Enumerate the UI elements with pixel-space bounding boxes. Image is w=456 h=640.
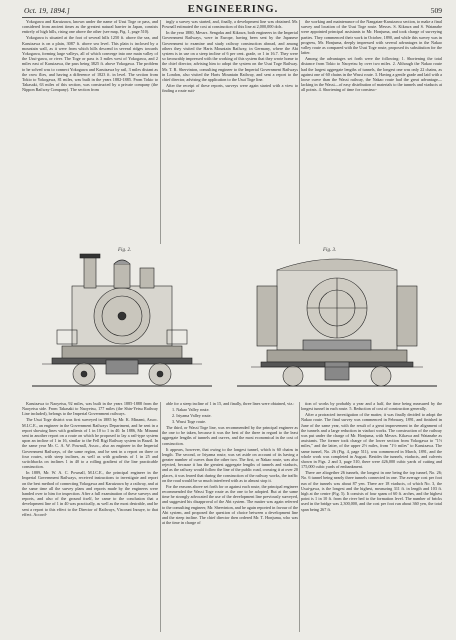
paragraph: The Usui Toge district was first surveyed in 1885 by Mr. K. Minami, Assoc. M.I.C.E., an engineer in the Government Railways Department, and he sent in a report showing lines with gradients of 1 in 10 to 1 in 40. In 1886, Mr. Minami sent in another report on a route on which he proposed to lay a rail-type system upon an incline of 1 in 16, similar to the Fell Rigi Railway system in Brazil. In the same year Mr. C. A. W. Pownall, Assoc., also an engineer in the Imperial Government Railways, of the same region, and he sent in a report on three or four routes, with steep inclines, as well as with gradients of 1 in 25 and switchbacks on inclines 1 in 40 to a rolling gradient of the line practicable construction. [22, 417, 158, 470]
page-header [24, 4, 442, 18]
figure-label-right: Fig. 3. [323, 248, 337, 253]
journal-title: ENGINEERING. [187, 4, 279, 15]
text-column-top-1 [22, 19, 158, 245]
paragraph: ingly a survey was started, and, finally, a development line was obtained. Mr. Pownall estimated the cost at construction of this line at 2,000,000 dols. [162, 19, 298, 30]
paragraph: Karuizawa to Naoyetsu, 92 miles, was built in the years 1885-1888 from the Naoyetsu side. From Takasaki to Naoyetsu, 177 miles (the Shin-Yetsu Railway Line included), belongs to the Imperial Government railways. [22, 401, 158, 417]
paragraph: There are altogether 26 tunnels, the longest in one being the top tunnel, No. 26; No. 6 tunnel being nearly three tunnels connected in one. The average cost per foot run of the tunnels was about 87 yen. There are 18 viaducts, of which No. 3, the Usui-gawa, is the longest and the highest, measuring 311 ft. in length and 103 ft. high at the centre (Fig. 5). It consists of four spans of 60 ft. arches, and the highest point is 1 in 10 ft. from the river bed to the formation level. The number of bricks used in the bridge was 2,300,000, and the cost per foot run about 360 yen, the total span being 267 ft. [301, 470, 442, 512]
paragraph: The third, or Wassi Toge line, was recommended by the principal engineer as the one to be taken, because it was the best of the three in regard to the least aggregate lengths of tunnels and curves, and the most economical in the cost of construction. [162, 425, 298, 446]
text-column-bottom-1 [22, 401, 158, 633]
list-item: 3. Wassi Toge route. [172, 419, 206, 424]
text-column-top-3 [301, 19, 442, 245]
column-divider [160, 402, 161, 632]
paragraph: Yokogawa and Karuizawa, known under the name of Usui Toge or pass, and considered from ancient times as the greatest natural barrier in Japan, consists entirely of high hills, rising one above the other (see map, Fig. 1, page 510). [22, 19, 158, 35]
text-column-bottom-2 [162, 401, 298, 633]
figure-label-left: Fig. 2. [118, 248, 132, 253]
page-number: 509 [430, 6, 442, 15]
paragraph: It appears, however, that owing to the longest tunnel, which is 60 chains in length. The second, or Iriyama route, was set aside on account of its having a greater number of curves than the other two. The first, or Nakao route, was also rejected, because it has the greatest aggregate lengths of tunnels and viaducts, and as the railway would follow the line of the public road, crossing it at over 20 places, it was feared that during the construction of the railway works, the traffic on the road would be so much interfered with as to almost stop it. [162, 446, 298, 483]
paragraph: the working and maintenance of the Nangatan-Karuizawa section, to make a final survey and location of the Usui Toge route. Messrs. S. Kikawa and S. Watanabe were appointed principal assistants to Mr. Honjuma, and took charge of surveying parties. They commenced their work in October, 1890, and while this survey was in progress, Mr. Honjuma, deeply impressed with several advantages in the Nakao valley route as compared with the Usui Toge route, proposed its substitution for the latter. [301, 19, 442, 56]
paragraph: Among the advantages set forth were the following: 1. Shortening the total distance from Tokio to Naoyetsu by over two miles. 2. Although the Nakao route had the largest aggregate lengths of tunnels, the longest one was only 22 chains, as against one of 60 chains in the Wassi route. 3. Having a gentle grade and laid with a loose curve than the Wassi railway, the Nakao route had the great advantage—lacking in the Wassi—of easy distribution of materials to the tunnels and viaducts at all points. 4. Shortening of time for construc- [301, 56, 442, 93]
list-item: 2. Iriyama Valley route. [172, 413, 212, 418]
paragraph: Yokogawa is situated at the foot of several hills 1250 ft. above the sea, and Karuizawa is on a plain, 3087 ft. above sea level. This plain is inclosed by a mountain wall, as it were from which hills descend in several ridges towards Yokogawa, forming large valleys, all of which converge into one main valley of the Usui-gawa, or river. The Toge or pass is 3 miles west of Yokogawa, and 2 miles east of Karuizawa, the pass being 3825 ft. above Yokogawa. The problem to be solved was to connect Yokogawa and Karuizawa by rail, 3 miles distant as the crow flies, and having a difference of 1823 ft. in level. The section from Tokio to Yokogawa, 81 miles, was built in the years 1882-1885. From Tokio to Takasaki, 63 miles of this section, was constructed by a private company (the Nippon Railway Company). The section from [22, 35, 158, 93]
paragraph: able for a steep incline of 1 in 15, and finally, three lines were obtained, viz.: [166, 401, 295, 406]
list-item: 1. Nakao Valley route. [172, 407, 210, 412]
paragraph: After a protracted investigation of the matter, it was finally decided to adopt the Nakao route. The final survey was commenced in February, 1891, and finished in June of the same year, with the result of a great improvement in the alignment of the tunnels and a large reduction in viaduct works. The construction of the railway was put under the charge of Mr. Honjuma, with Messrs. Kikawa and Watanabe as assistants. The former took charge of the lower section from Yokogawa to "1½ miles," and the latter, of the upper 2½ miles, from "1½ miles" to Karuizawa. The same tunnel, No. 26 (Fig. 4, page 511), was commenced in March, 1891, and the whole work was completed in August. Besides the tunnels, viaducts, and culverts shown in Figs. 2 and 3, page 510, there were 426,000 cubic yards of cutting and 175,000 cubic yards of embankment. [301, 412, 442, 470]
paragraph: In 1889, Mr. W. A. C. Pownall, M.I.C.E., the principal engineer in the Imperial Government Railways, received instructions to investigate and report on the best method of connecting Yokogawa and Karuizawa by a railway, and at the same time all the survey plans and reports made by the engineers were handed over to him for inspection. After a full examination of these surveys and reports, and also of the ground itself, he came to the conclusion that a development line of 1 in 40 was practically, as well as the most desirable, and he sent a report to this effect to the Director of Railways, Viscount Inouye, to that effect. Accord- [22, 470, 158, 517]
paragraph: For the reasons above set forth for or against each route, the principal engineer recommended the Wassi Toge route as the one to be adopted. But at the same time he strongly advocated the use of the development line previously surveyed, and suggested his disapproval of the Abt system. The matter was again referred to the consulting engineer, Mr. Shervinton, and he again reported in favour of the Abt system, and proposed the question of choice between a development line and the steep incline. The chief director then ordered Mr. T. Honjuma, who was at the time in charge of [162, 483, 298, 526]
paragraph: In the year 1880, Messrs. Sengoku and Kikawa, both engineers in the Imperial Government Railways, were in Europe, having been sent by the Japanese Government to examine and study railway construction abroad, and among others they visited the Harts Mountain Railway, in Germany, where the Abt system is in use on a steep incline of 6 per cent. grade, or 1 in 16.7. They were so favourably impressed with the working of this system that they wrote home to the chief director, advising him to adopt the system on the Usui Toge Railway. Mr. T. R. Shervinton, consulting engineer to the Imperial Government Railways in London, also visited the Harts Mountain Railway, and sent a report to the chief director, advising the application to the Usui Toge line. [162, 30, 298, 83]
column-divider [299, 20, 300, 244]
paragraph: tion of works by probably a year and a half, the time being measured by the longest tunnel in each route. 5. Reduction of cost of construction generally. [301, 401, 442, 412]
text-column-bottom-3 [301, 401, 442, 633]
paragraph: After the receipt of these reports, surveys were again started with a view to finding a route suit- [162, 83, 298, 94]
header-date: Oct. 19, 1894.] [24, 6, 70, 15]
locomotive-drawing [22, 246, 442, 398]
column-divider [160, 20, 161, 244]
column-divider [299, 402, 300, 632]
text-column-top-2 [162, 19, 298, 245]
header-rule [22, 17, 442, 18]
locomotive-engravings [22, 246, 442, 398]
